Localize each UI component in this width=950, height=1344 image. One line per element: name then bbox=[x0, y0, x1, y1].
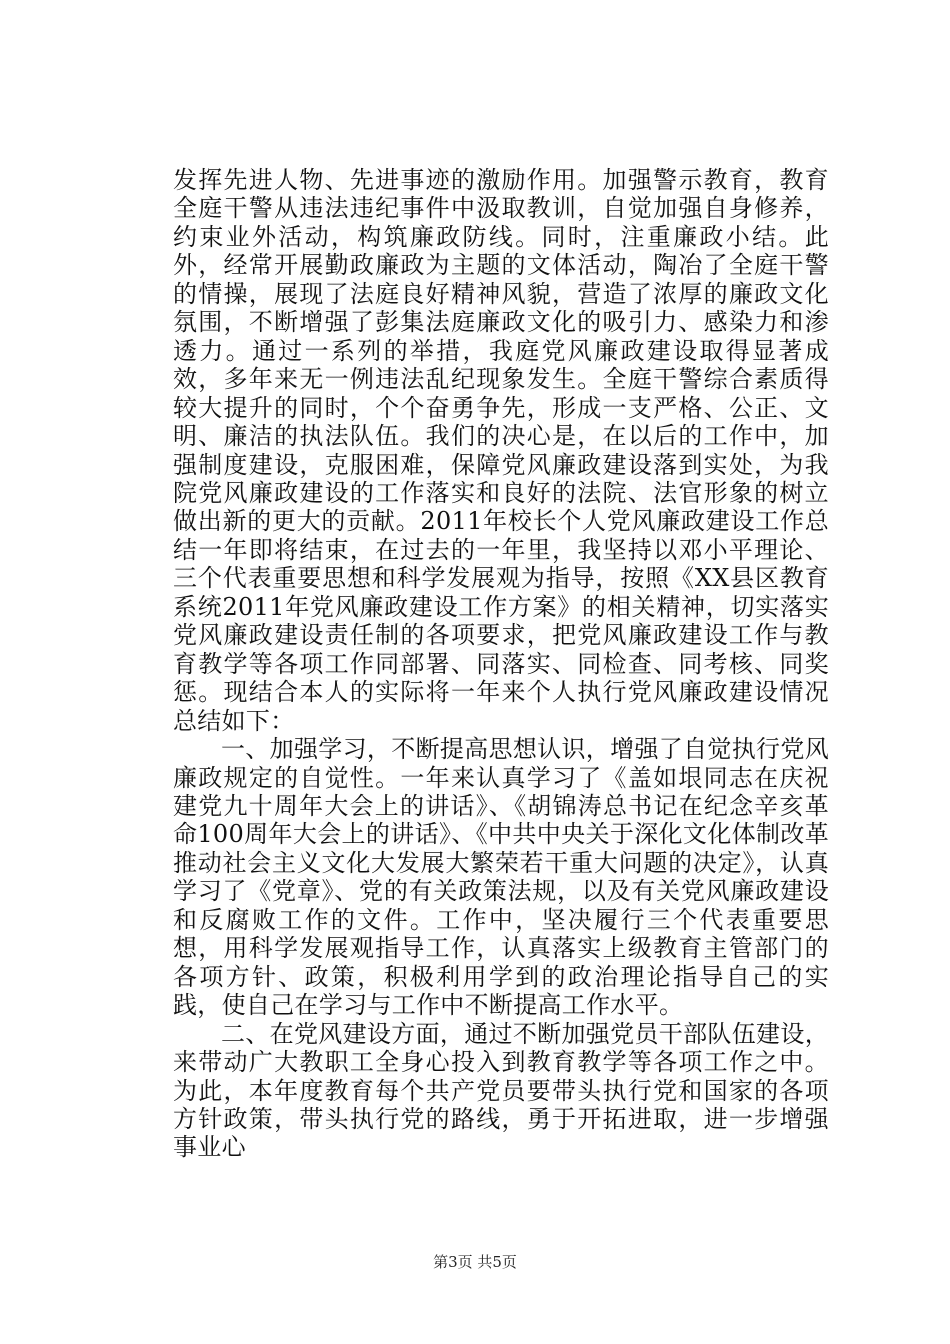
paragraph-continuation: 发挥先进人物、先进事迹的激励作用。加强警示教育，教育全庭干警从违法违纪事件中汲取教训，自觉加强自身修养，约束业外活动，构筑廉政防线。同时，注重廉政小结。此外，经常开展勤政廉政为主题的文体活动，陶冶了全庭干警的情操，展现了法庭良好精神风貌，营造了浓厚的廉政文化氛围，不断增强了彭集法庭廉政文化的吸引力、感染力和渗透力。通过一系列的举措，我庭党风廉政建设取得显著成效，多年来无一例违法乱纪现象发生。全庭干警综合素质得较大提升的同时，个个奋勇争先，形成一支严格、公正、文明、廉洁的执法队伍。我们的决心是，在以后的工作中，加强制度建设，克服困难，保障党风廉政建设落到实处，为我院党风廉政建设的工作落实和良好的法院、法官形象的树立做出新的更大的贡献。2011年校长个人党风廉政建设工作总结一年即将结束，在过去的一年里，我坚持以邓小平理论、三个代表重要思想和科学发展观为指导，按照《XX县区教育系统2011年党风廉政建设工作方案》的相关精神，切实落实党风廉政建设责任制的各项要求，把党风廉政建设工作与教育教学等各项工作同部署、同落实、同检查、同考核、同奖惩。现结合本人的实际将一年来个人执行党风廉政建设情况总结如下： bbox=[173, 166, 829, 735]
paragraph-section-two: 二、在党风建设方面，通过不断加强党员干部队伍建设，来带动广大教职工全身心投入到教育教学等各项工作之中。为此，本年度教育每个共产党员要带头执行党和国家的各项方针政策，带头执行党的路线，勇于开拓进取，进一步增强事业心 bbox=[173, 1019, 829, 1162]
document-body bbox=[173, 166, 829, 1162]
page-number-footer: 第3页 共5页 bbox=[433, 1253, 517, 1271]
paragraph-section-one: 一、加强学习，不断提高思想认识，增强了自觉执行党风廉政规定的自觉性。一年来认真学习了《盖如垠同志在庆祝建党九十周年大会上的讲话》、《胡锦涛总书记在纪念辛亥革命100周年大会上的讲话》、《中共中央关于深化文化体制改革推动社会主义文化大发展大繁荣若干重大问题的决定》，认真学习了《党章》、党的有关政策法规，以及有关党风廉政建设和反腐败工作的文件。工作中，坚决履行三个代表重要思想，用科学发展观指导工作，认真落实上级教育主管部门的各项方针、政策，积极利用学到的政治理论指导自己的实践，使自己在学习与工作中不断提高工作水平。 bbox=[173, 735, 829, 1020]
